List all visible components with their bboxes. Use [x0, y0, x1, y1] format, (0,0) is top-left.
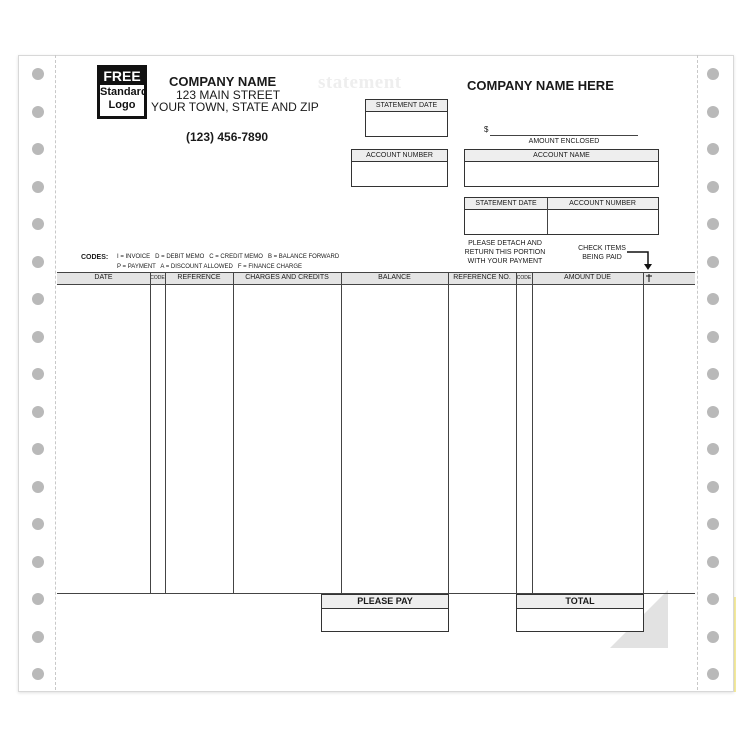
col-reference: REFERENCE	[177, 274, 221, 281]
tractor-hole	[32, 556, 44, 568]
tractor-hole	[32, 106, 44, 118]
tractor-hole	[707, 181, 719, 193]
detach-line-3: WITH YOUR PAYMENT	[467, 258, 543, 265]
tractor-hole	[32, 331, 44, 343]
col-date: DATE	[94, 274, 113, 281]
col-amount-due: AMOUNT DUE	[564, 274, 611, 281]
total-box[interactable]	[516, 594, 644, 632]
please-pay-label: PLEASE PAY	[322, 595, 448, 609]
col-divider	[643, 272, 644, 594]
account-number-label: ACCOUNT NUMBER	[352, 150, 447, 162]
amount-enclosed-label: AMOUNT ENCLOSED	[528, 138, 600, 145]
remit-statement-date-label: STATEMENT DATE	[465, 198, 547, 210]
remit-company-name: COMPANY NAME HERE	[467, 78, 614, 93]
tractor-hole	[32, 631, 44, 643]
tractor-hole	[32, 406, 44, 418]
right-perforation	[697, 55, 698, 690]
col-balance: BALANCE	[378, 274, 411, 281]
check-items-line-2: BEING PAID	[582, 254, 622, 261]
tractor-hole	[32, 256, 44, 268]
col-divider	[150, 272, 151, 594]
tractor-hole	[707, 331, 719, 343]
detach-line-2: RETURN THIS PORTION	[464, 249, 546, 256]
tractor-hole	[32, 518, 44, 530]
company-street: 123 MAIN STREET	[176, 88, 281, 102]
tractor-hole	[707, 631, 719, 643]
company-name: COMPANY NAME	[169, 74, 277, 89]
company-logo	[97, 65, 147, 119]
col-code-2: CODE	[516, 275, 532, 281]
tractor-hole	[32, 218, 44, 230]
col-charges: CHARGES AND CREDITS	[245, 274, 329, 281]
tractor-hole	[32, 593, 44, 605]
tractor-hole	[707, 518, 719, 530]
company-phone: (123) 456-7890	[186, 130, 269, 144]
col-code: CODE	[150, 275, 165, 281]
col-divider	[448, 272, 449, 594]
remit-account-number-label: ACCOUNT NUMBER	[547, 198, 658, 210]
tractor-hole	[707, 593, 719, 605]
account-number-box[interactable]	[351, 149, 448, 187]
logo-free-text: FREE	[100, 68, 144, 85]
tractor-hole	[707, 406, 719, 418]
tractor-hole	[32, 668, 44, 680]
logo-standard-text: Standard	[100, 86, 148, 98]
tractor-hole	[707, 68, 719, 80]
col-divider	[165, 272, 166, 594]
codes-label: CODES:	[81, 254, 109, 261]
tractor-hole	[32, 68, 44, 80]
statement-watermark: statement	[318, 72, 402, 93]
statement-date-box[interactable]	[365, 99, 448, 137]
tractor-hole	[707, 218, 719, 230]
col-divider	[233, 272, 234, 594]
check-items-line-1: CHECK ITEMS	[578, 245, 626, 252]
statement-date-label: STATEMENT DATE	[366, 100, 447, 112]
company-city: YOUR TOWN, STATE AND ZIP	[151, 100, 319, 114]
remit-info-box	[464, 197, 659, 235]
dollar-sign: $	[484, 125, 489, 134]
tractor-hole	[707, 293, 719, 305]
tractor-hole	[32, 481, 44, 493]
amount-enclosed-line[interactable]	[490, 135, 638, 136]
total-label: TOTAL	[517, 595, 643, 609]
tractor-hole	[32, 443, 44, 455]
tractor-hole	[707, 106, 719, 118]
tractor-hole	[707, 481, 719, 493]
check-items-text	[570, 244, 634, 262]
tractor-hole	[707, 556, 719, 568]
tractor-hole	[32, 368, 44, 380]
left-perforation	[55, 55, 56, 690]
codes-line-1: I = INVOICE D = DEBIT MEMO C = CREDIT MEMO B = BALANCE FORWARD	[117, 254, 340, 260]
detach-instructions	[455, 239, 555, 266]
logo-logo-text: Logo	[108, 99, 136, 111]
tractor-hole	[32, 181, 44, 193]
col-reference-no: REFERENCE NO.	[453, 274, 511, 281]
col-divider	[532, 272, 533, 594]
remit-cross-icon	[644, 273, 654, 283]
tractor-hole	[32, 293, 44, 305]
tractor-hole	[707, 668, 719, 680]
account-name-box[interactable]	[464, 149, 659, 187]
col-divider	[516, 272, 517, 594]
codes-line-2: P = PAYMENT A = DISCOUNT ALLOWED F = FINANCE CHARGE	[117, 264, 302, 270]
tractor-hole	[707, 143, 719, 155]
tractor-hole	[707, 256, 719, 268]
detach-line-1: PLEASE DETACH AND	[468, 240, 542, 247]
tractor-hole	[707, 443, 719, 455]
col-divider	[341, 272, 342, 594]
tractor-hole	[707, 368, 719, 380]
tractor-hole	[32, 143, 44, 155]
remit-box-divider	[547, 198, 548, 234]
account-name-label: ACCOUNT NAME	[465, 150, 658, 162]
please-pay-box[interactable]	[321, 594, 449, 632]
